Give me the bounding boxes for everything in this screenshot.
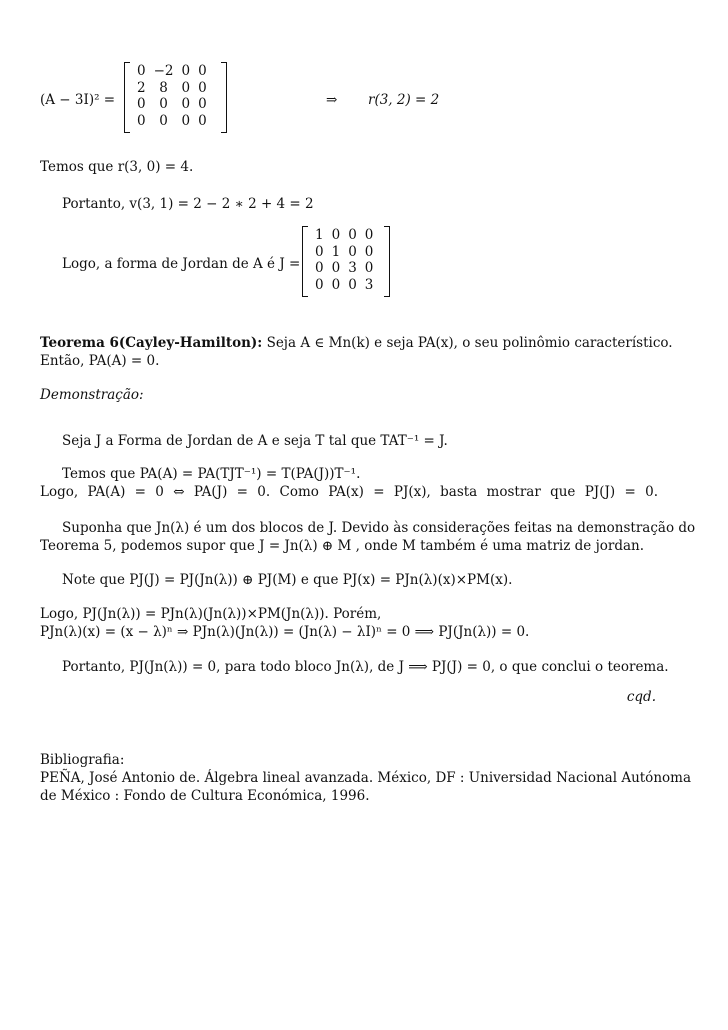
- paragraph-3-line1: Suponha que Jn(λ) é um dos blocos de J. Devido às considerações feitas na demonstração do: [62, 520, 696, 536]
- jordan-matrix: [302, 226, 390, 297]
- paragraph-3-line2: Teorema 5, podemos supor que J = Jn(λ) ⊕ M , onde M também é uma matriz de jordan.: [40, 538, 645, 554]
- cqd-mark: cqd.: [626, 689, 656, 705]
- teorema-statement: Seja A ∈ Mn(k) e seja PA(x), o seu polinômio característico.: [262, 335, 673, 351]
- bibliografia-heading: Bibliografia:: [40, 752, 125, 768]
- paragraph-6: Portanto, PJ(Jn(λ)) = 0, para todo bloco Jn(λ), de J ⟹ PJ(J) = 0, o que conclui o teorema.: [62, 659, 669, 675]
- block1-lhs: (A − 3I)² =: [40, 92, 116, 108]
- paragraph-5-line1: Logo, PJ(Jn(λ)) = PJn(λ)(Jn(λ))×PM(Jn(λ)). Porém,: [40, 606, 382, 622]
- paragraph-5-line2: PJn(λ)(x) = (x − λ)ⁿ ⇒ PJn(λ)(Jn(λ)) = (Jn(λ) − λI)ⁿ = 0 ⟹ PJ(Jn(λ)) = 0.: [40, 624, 530, 640]
- line-r30: Temos que r(3, 0) = 4.: [40, 159, 194, 175]
- paragraph-4: Note que PJ(J) = PJ(Jn(λ)) ⊕ PJ(M) e que PJ(x) = PJn(λ)(x)×PM(x).: [62, 572, 513, 588]
- demonstracao-heading: Demonstração:: [40, 387, 144, 403]
- bibliografia-entry-line1: PEÑA, José Antonio de. Álgebra lineal avanzada. México, DF : Universidad Nacional Autónoma: [40, 770, 691, 786]
- implies-arrow: ⇒: [326, 92, 338, 108]
- block2-lhs: Logo, a forma de Jordan de A é J =: [62, 256, 301, 272]
- paragraph-1: Seja J a Forma de Jordan de A e seja T tal que TAT⁻¹ = J.: [62, 433, 448, 449]
- matrix-a-minus-3i-squared: [124, 62, 227, 133]
- teorema-title: Teorema 6(Cayley-Hamilton):: [40, 335, 263, 351]
- matrix-table: 0 −2 0 0 2 8 0 0 0 0 0 0 0 0 0 0: [137, 63, 207, 129]
- paragraph-2-line2: Logo, PA(A) = 0 ⇔ PA(J) = 0. Como PA(x) = PJ(x), basta mostrar que PJ(J) = 0.: [40, 484, 658, 500]
- rank-result: r(3, 2) = 2: [368, 92, 440, 108]
- teorema-line2: Então, PA(A) = 0.: [40, 353, 160, 369]
- paragraph-2-line1: Temos que PA(A) = PA(TJT⁻¹) = T(PA(J))T⁻¹.: [62, 466, 361, 482]
- jordan-table: 1 0 0 0 0 1 0 0 0 0 3 0 0 0 0 3: [315, 227, 374, 293]
- bibliografia-entry-line2: de México : Fondo de Cultura Económica, 1996.: [40, 788, 370, 804]
- teorema-line1: [40, 335, 673, 351]
- line-portanto: Portanto, v(3, 1) = 2 − 2 ∗ 2 + 4 = 2: [62, 196, 314, 212]
